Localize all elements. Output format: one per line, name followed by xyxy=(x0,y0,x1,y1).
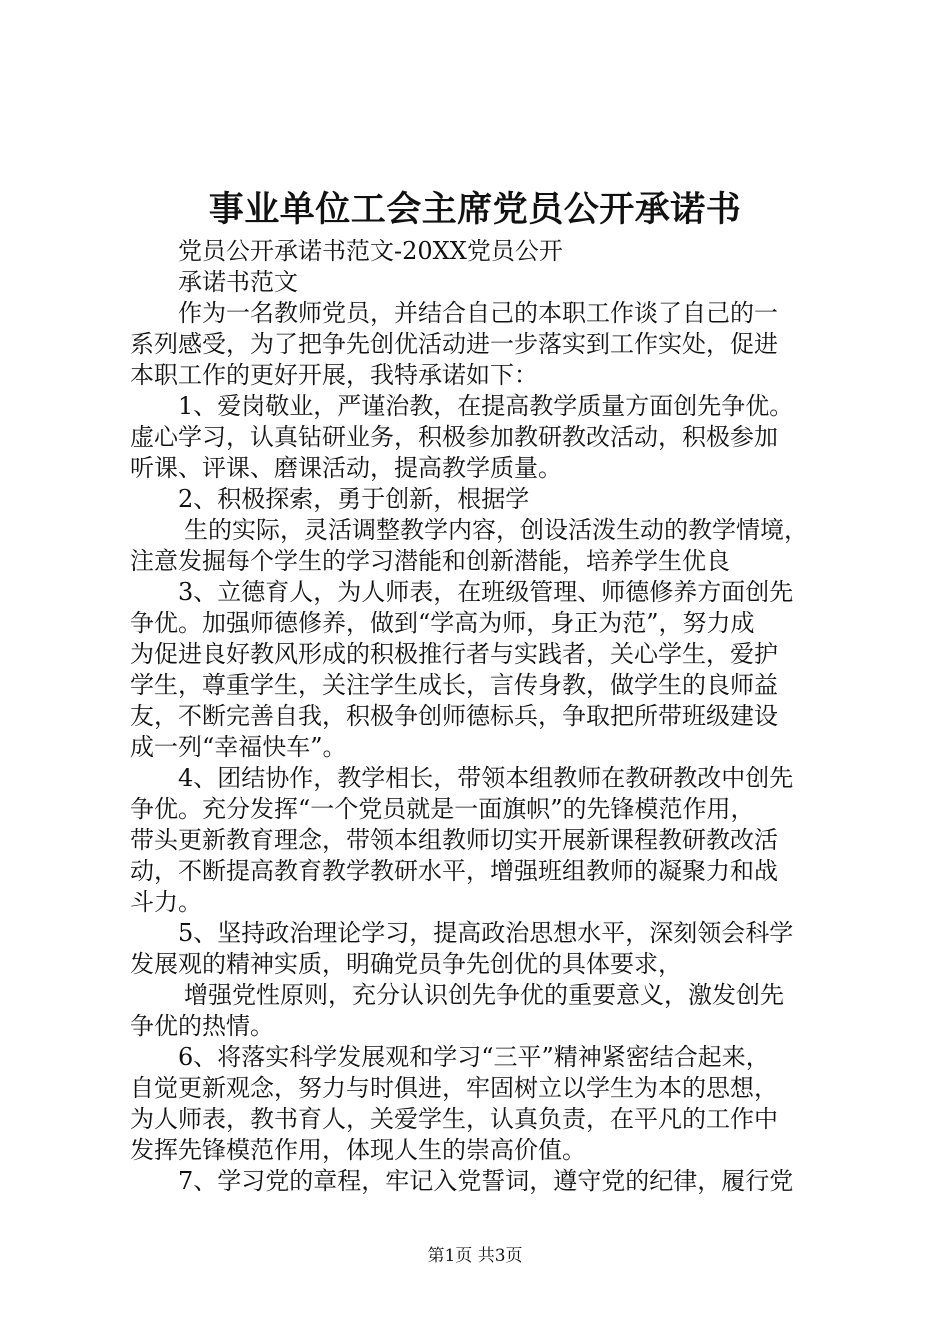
body-line: 争优。充分发挥“一个党员就是一面旗帜”的先锋模范作用， xyxy=(130,795,755,823)
body-line: 4、团结协作，教学相长，带领本组教师在教研教改中创先 xyxy=(178,764,794,792)
body-line: 发挥先锋模范作用，体现人生的崇高价值。 xyxy=(130,1136,586,1164)
body-line: 注意发掘每个学生的学习潜能和创新潜能，培养学生优良 xyxy=(130,547,730,575)
body-line: 作为一名教师党员，并结合自己的本职工作谈了自己的一 xyxy=(178,299,778,327)
body-line: 为促进良好教风形成的积极推行者与实践者，关心学生，爱护 xyxy=(130,640,778,668)
body-line: 增强党性原则，充分认识创先争优的重要意义，激发创先 xyxy=(184,981,784,1009)
body-line: 为人师表，教书育人，关爱学生，认真负责，在平凡的工作中 xyxy=(130,1105,778,1133)
body-line: 1、爱岗敬业，严谨治教，在提高教学质量方面创先争优。 xyxy=(178,392,794,420)
body-line: 7、学习党的章程，牢记入党誓词，遵守党的纪律，履行党 xyxy=(178,1167,794,1195)
body-line: 5、坚持政治理论学习，提高政治思想水平，深刻领会科学 xyxy=(178,919,794,947)
body-line: 带头更新教育理念，带领本组教师切实开展新课程教研教改活 xyxy=(130,826,778,854)
body-line: 学生，尊重学生，关注学生成长，言传身教，做学生的良师益 xyxy=(130,671,778,699)
body-line: 6、将落实科学发展观和学习“三平”精神紧密结合起来， xyxy=(178,1043,770,1071)
body-line: 党员公开承诺书范文-20XX党员公开 xyxy=(178,237,563,265)
body-line: 自觉更新观念，努力与时俱进，牢固树立以学生为本的思想， xyxy=(130,1074,778,1102)
document-body xyxy=(130,236,840,1197)
body-line: 系列感受，为了把争先创优活动进一步落实到工作实处，促进 xyxy=(130,330,778,358)
body-line: 生的实际，灵活调整教学内容，创设活泼生动的教学情境， xyxy=(184,516,808,544)
body-line: 友，不断完善自我，积极争创师德标兵，争取把所带班级建设 xyxy=(130,702,778,730)
document-title: 事业单位工会主席党员公开承诺书 xyxy=(208,189,742,230)
body-line: 虚心学习，认真钻研业务，积极参加教研教改活动，积极参加 xyxy=(130,423,778,451)
body-line: 3、立德育人，为人师表，在班级管理、师德修养方面创先 xyxy=(178,578,794,606)
body-line: 承诺书范文 xyxy=(178,268,298,296)
body-line: 争优。加强师德修养，做到“学高为师，身正为范”，努力成 xyxy=(130,609,755,637)
body-line: 动，不断提高教育教学教研水平，增强班组教师的凝聚力和战 xyxy=(130,857,778,885)
body-line: 本职工作的更好开展，我特承诺如下： xyxy=(130,361,538,389)
body-line: 发展观的精神实质，明确党员争先创优的具体要求， xyxy=(130,950,682,978)
body-line: 成一列“幸福快车”。 xyxy=(130,733,347,761)
page-number-footer: 第1页 共3页 xyxy=(427,1246,523,1266)
body-line: 争优的热情。 xyxy=(130,1012,274,1040)
body-line: 2、积极探索，勇于创新，根据学 xyxy=(178,485,530,513)
body-line: 听课、评课、磨课活动，提高教学质量。 xyxy=(130,454,562,482)
body-line: 斗力。 xyxy=(130,888,202,916)
